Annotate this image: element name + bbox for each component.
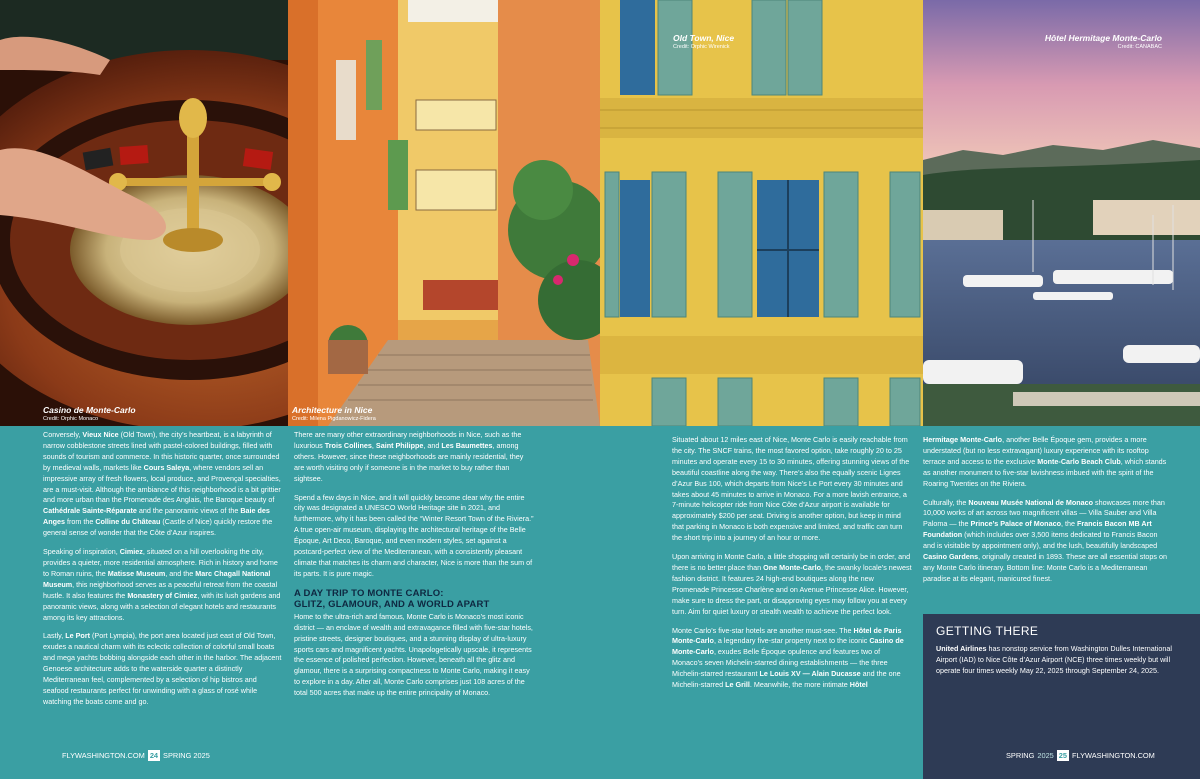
body-text: (Old Town), the city’s heartbeat, is a labyrinth of narrow cobblestone streets lined with pastel-colored buildings, filled with sounds of tourism and commerce. In this historic quarter, once surrounded by medieval walls, markets like [43,430,280,472]
caption-title: Architecture in Nice [292,405,373,415]
body-text: , [371,440,376,450]
column-4 [923,435,1168,593]
highlight-text: Francis Bacon MB Art Foundation [923,519,1152,540]
body-text: There are many other extraordinary neighborhoods in Nice, such as the luxurious [294,430,522,450]
highlight-text: Le Louis XV — Alain Ducasse [759,669,861,679]
folio-issue: SPRING 2025 [163,751,210,760]
section-heading [294,588,534,610]
paragraph [294,430,534,485]
column-1 [43,430,283,716]
caption-credit: Credit: CANABAC [1117,44,1162,50]
highlight-text: Nouveau Musée National de Monaco [968,497,1094,507]
body-text: , the [1060,519,1077,529]
body-text: , the swanky locale’s newest fashion district. It features 24 high-end boutiques along the new Promenade Princesse Charlène and on Avenue Princesse Alice. However, make sure to dress the part, or disapproving eyes may follow you at every turn. Aim for quiet luxury or stealth wealth to achieve the perfect look. [672,562,912,616]
alley-caption [292,406,376,424]
alley-illustration [288,0,600,426]
folio-site: FLYWASHINGTON.COM [1072,751,1155,760]
paragraph [294,612,534,699]
body-text: Situated about 12 miles east of Nice, Monte Carlo is easily reachable from the city. The SNCF trains, the most favored option, take roughly 20 to 25 minutes and operate every 15 to 30 minutes, offering stunning views of the beautiful coastline along the way. There’s also the equally scenic Lignes d’Azur Bus 100, which departs from Nice’s Le Port every 30 minutes and takes about 45 minutes to arrive in Monaco. For a more lavish entrance, a 7-minute helicopter ride from Nice Côte d’Azur airport is available for approximately $200 per seat. Driving is another option, but keep in mind that parking in Monaco is both expensive and limited, and traffic can turn the short trip into a journey of an hour or more. [672,435,910,543]
facade-illustration [600,0,923,426]
column-3 [672,435,912,699]
folio-site: FLYWASHINGTON.COM [62,751,145,760]
paragraph [672,552,912,617]
paragraph [923,498,1168,585]
body-text: from the [64,517,96,527]
facade-caption [673,34,734,52]
body-text: Upon arriving in Monte Carlo, a little shopping will certainly be in order, and there is no better place than [672,552,911,572]
body-text: Home to the ultra-rich and famous, Monte Carlo is Monaco’s most iconic district — an enclave of wealth and extravagance filled with five-star hotels, pristine streets, designer boutiques, and a stunning display of ultra-luxury sports cars and magnificent yachts. Unapologetically upscale, it represents the essence of polished perfection. However, beneath all the glitz and glamour, there is a surprising compactness to Monte Carlo, making it easy to explore in a day. After all, Monte Carlo comprises just 108 acres of the total 500 acres that make up the entire principality of Monaco. [294,611,533,698]
highlight-text: Casino Gardens [923,552,979,562]
highlight-text: Hôtel de Paris Monte-Carlo [672,625,902,646]
caption-credit: Credit: Orphic Wirenick [673,44,730,50]
body-text: , originally created in 1893. These are all essential stops on any Monte Carlo itinerary. Bottom line: Monte Carlo is a Mediterranean paradise at its elegant, manicured finest. [923,552,1167,583]
roulette-caption [43,406,136,424]
body-text: and the one Michelin-starred [672,669,901,690]
body-text: showcases more than 10,000 works of art across two magnificent villas — Villa Sauber and Villa Paloma — the [923,497,1165,529]
highlight-text: Cimiez [119,547,143,557]
highlight-text: Saint Philippe [375,440,424,450]
body-text: , among others. However, since these neighborhoods are mainly residential, they are worth visiting only if someone is in the market to buy rather than sightsee. [294,440,524,483]
folio-left [62,750,210,761]
alley-photo [288,0,600,426]
highlight-text: Hôtel [849,680,868,690]
highlight-text: Vieux Nice [82,430,119,439]
highlight-text: Prince’s Palace of Monaco [970,519,1061,529]
harbor-caption [1045,34,1162,52]
caption-title: Old Town, Nice [673,33,735,43]
body-text: , which stands as another monument to five-star lavishness imbued with the spirit of the Roaring Twenties on the Riviera. [923,456,1167,488]
column-2 [294,430,534,707]
body-text: (Castle of Nice) quickly restore the general sense of wonder that the Côte d’Azur inspires. [43,517,273,538]
folio-right [1006,750,1155,761]
highlight-text: Marc Chagall National Museum [43,568,271,589]
highlight-text: Cours Saleya [143,462,190,472]
paragraph [43,631,283,707]
highlight-text: Monastery of Cimiez [127,590,198,600]
highlight-text: Hermitage Monte-Carlo [923,435,1003,444]
body-text: Culturally, the [923,497,969,507]
body-text: (which includes over 3,500 items dedicated to Francis Bacon and is visitable by appointment only), and the lush, beautifully landscaped [923,530,1158,551]
roulette-illustration [0,0,288,426]
body-text: , this neighborhood serves as a peaceful retreat from the coastal hustle. It also features the [43,579,278,600]
body-text: , and [423,440,442,450]
highlight-text: Les Baumettes [441,440,493,450]
highlight-text: Monte-Carlo Beach Club [1037,456,1121,466]
body-text: Conversely, [43,430,83,439]
paragraph [43,430,283,539]
body-text: , situated on a hill overlooking the city, provides a quieter, more residential atmosphere. Rich in history and home to Roman ruins, the [43,547,278,578]
body-text: Spend a few days in Nice, and it will quickly become clear why the entire city was designated a UNESCO World Heritage site in 2021, and furthermore, why it has been called the “Winter Resort Town of the Riviera.” A true open-air museum, displaying the architectural heritage of the Belle Époque, Art Deco, Baroque, and even modern styles, set against a postcard-perfect view of the Mediterranean, with a consistently pleasant climate that matches its charm and character, Nice is more than the sum of its parts. It is pure magic. [294,492,534,578]
body-text: has nonstop service from Washington Dulles International Airport (IAD) to Nice Côte d’Azur Airport (NCE) three times weekly but will operate four times weekly May 22, 2025 through September 24, 2025. [936,644,1172,675]
getting-there-title: GETTING THERE [936,624,1039,638]
caption-credit: Credit: Orphic Monaco [43,416,99,422]
highlight-text: One Monte-Carlo [763,562,822,572]
body-text: Lastly, [43,631,66,641]
paragraph [43,547,283,623]
page-number: 25 [1058,751,1068,760]
body-text: , another Belle Époque gem, provides a more understated (but no less extravagant) luxury experience with its rooftop terrace and access to the exclusive [923,435,1149,466]
paragraph [672,435,912,544]
body-text: and the panoramic views of the [136,506,241,516]
body-text: , and the [165,568,196,578]
caption-title: Casino de Monte-Carlo [43,405,136,415]
paragraph [923,435,1168,490]
folio-season: SPRING [1006,751,1035,760]
highlight-text: Cathédrale Sainte-Réparate [43,506,137,516]
body-text: Speaking of inspiration, [43,547,120,557]
body-text: , with its lush gardens and panoramic views, along with a selection of elegant hotels and restaurants among its key attractions. [43,590,281,622]
highlight-text: Baie des Anges [43,506,270,527]
highlight-text: United Airlines [936,644,987,653]
section-heading-line-2: GLITZ, GLAMOUR, AND A WORLD APART [294,598,490,610]
body-text: . Meanwhile, the more intimate [749,680,850,690]
paragraph [672,626,912,691]
page-number: 24 [149,751,159,760]
highlight-text: Trois Collines [324,440,372,450]
body-text: , exudes Belle Époque opulence and features two of Monaco’s seven Michelin-starred dining establishments — the three Michelin-starred restaurant [672,647,888,679]
paragraph [294,493,534,580]
body-text: , a legendary five-star property next to the iconic [713,636,870,646]
highlight-text: Le Grill [725,680,750,690]
caption-credit: Credit: Milena Pigdanowicz-Fidera [292,416,376,422]
body-text: Monte Carlo’s five-star hotels are another must-see. The [672,625,854,635]
section-heading-line-1: A DAY TRIP TO MONTE CARLO: [294,587,444,599]
getting-there-body [936,644,1186,677]
roulette-photo [0,0,288,426]
highlight-text: Matisse Museum [107,568,166,578]
highlight-text: Le Port [65,631,91,641]
facade-photo [600,0,923,426]
highlight-text: Casino de Monte-Carlo [672,636,904,657]
body-text: (Port Lympia), the port area located just east of Old Town, exudes a nautical charm with its eclectic collection of colorful small boats and mega yachts bobbing alongside each other in the harbor. The adjacent Genoese architecture adds to the waterside quarter a distinctly Mediterranean feel, complemented by a selection of hip bistros and seafood restaurants perfect for unwinding with a glass of rosé while watching the boats come and go. [43,631,282,706]
highlight-text: Colline du Château [95,517,161,527]
folio-year: 2025 [1037,751,1054,760]
harbor-photo [923,0,1200,426]
caption-title: Hôtel Hermitage Monte-Carlo [1044,33,1162,43]
harbor-illustration [923,0,1200,426]
body-text: , where vendors sell an impressive array of fresh flowers, local produce, and Provençal specialties, are a must-visit. Although the ambiance of this neighborhood is a bit grittier and more urban than the Promenade des Anglais, the Baroque beauty of [43,462,281,505]
